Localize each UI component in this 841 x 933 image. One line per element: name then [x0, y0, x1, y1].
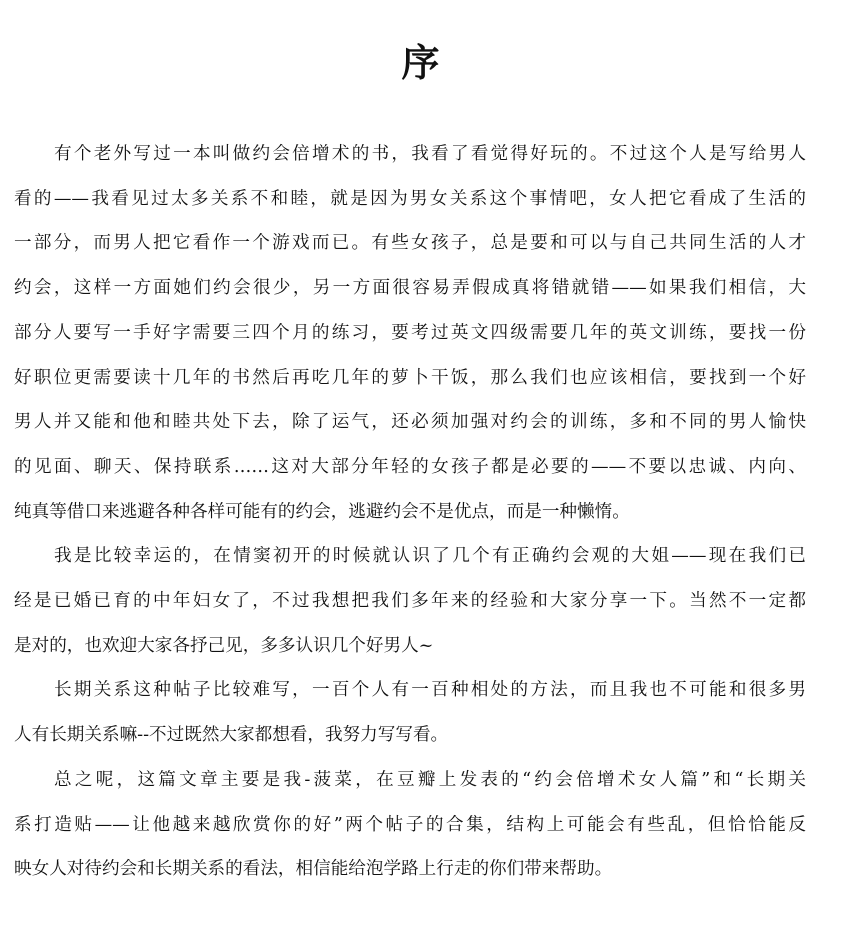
text-line: 男人并又能和他和睦共处下去，除了运气，还必须加强对约会的训练，多和不同的男人愉快 [14, 412, 806, 433]
text-line: 纯真等借口来逃避各种各样可能有的约会，逃避约会不是优点，而是一种懒惰。 [14, 501, 630, 522]
text-line: 长期关系这种帖子比较难写，一百个人有一百种相处的方法，而且我也不可能和很多男 [54, 680, 806, 701]
paragraph-1 [14, 132, 806, 534]
text-line: 有个老外写过一本叫做约会倍增术的书，我看了看觉得好玩的。不过这个人是写给男人 [54, 144, 806, 164]
text-line: 看的——我看见过太多关系不和睦，就是因为男女关系这个事情吧，女人把它看成了生活的 [14, 188, 806, 209]
text-line: 我是比较幸运的，在情窦初开的时候就认识了几个有正确约会观的大姐——现在我们已 [54, 546, 806, 567]
body-text [14, 132, 806, 892]
page-title: 序 [401, 41, 440, 85]
text-line: 一部分，而男人把它看作一个游戏而已。有些女孩子，总是要和可以与自己共同生活的人才 [14, 233, 806, 254]
paragraph-3 [14, 668, 806, 757]
text-line: 是对的，也欢迎大家各抒己见，多多认识几个好男人~ [14, 635, 434, 656]
text-line: 约会，这样一方面她们约会很少，另一方面很容易弄假成真将错就错——如果我们相信，大 [14, 278, 806, 299]
text-line: 好职位更需要读十几年的书然后再吃几年的萝卜干饭，那么我们也应该相信，要找到一个好 [14, 367, 806, 388]
paragraph-2 [14, 534, 806, 668]
text-line: 系打造贴——让他越来越欣赏你的好”两个帖子的合集，结构上可能会有些乱，但恰恰能反 [14, 814, 806, 835]
text-line: 经是已婚已育的中年妇女了，不过我想把我们多年来的经验和大家分享一下。当然不一定都 [14, 591, 806, 612]
paragraph-4 [14, 758, 806, 892]
text-line: 映女人对待约会和长期关系的看法，相信能给泡学路上行走的你们带来帮助。 [14, 859, 613, 880]
text-line: 人有长期关系嘛--不过既然大家都想看，我努力写写看。 [14, 725, 449, 746]
text-line: 总之呢，这篇文章主要是我-菠菜，在豆瓣上发表的“约会倍增术女人篇”和“长期关 [54, 769, 806, 790]
text-line: 部分人要写一手好字需要三四个月的练习，要考过英文四级需要几年的英文训练，要找一份 [14, 322, 806, 343]
text-line: 的见面、聊天、保持联系……这对大部分年轻的女孩子都是必要的——不要以忠诚、内向、 [14, 456, 806, 477]
